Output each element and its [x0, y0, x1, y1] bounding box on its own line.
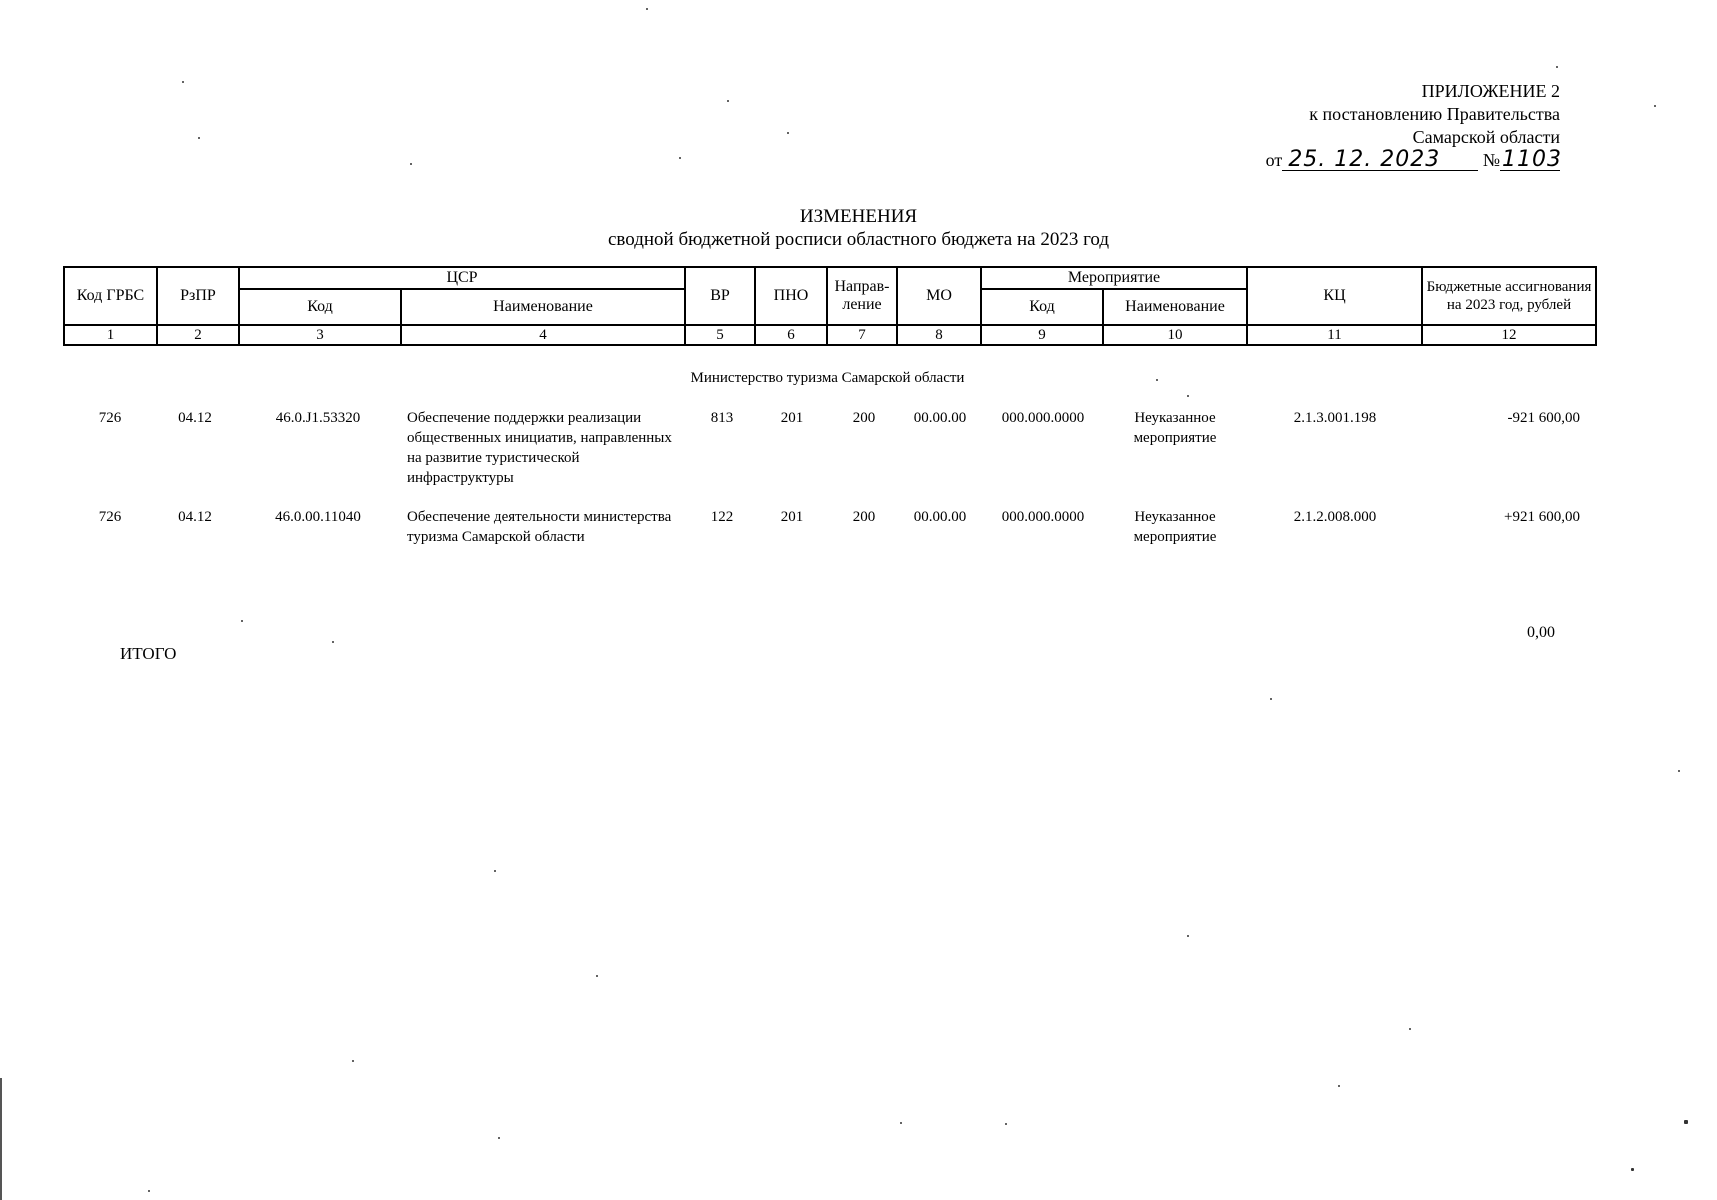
header-pno: ПНО [755, 267, 827, 325]
scan-speck [679, 157, 681, 159]
header-napravlenie: Направ-ление [827, 267, 897, 325]
appendix-region: Самарской области [1412, 127, 1560, 147]
scan-speck [596, 975, 598, 977]
column-number: 9 [981, 325, 1103, 345]
cell-amount: -921 600,00 [1507, 410, 1580, 426]
scan-speck [498, 1137, 500, 1139]
cell-mer-name: Неуказанное мероприятие [1133, 410, 1217, 446]
cell-csr-name: Обеспечение поддержки реализации общественных инициатив, направленных на развитие туристической инфраструктуры [407, 410, 672, 486]
column-number: 5 [685, 325, 755, 345]
handwritten-date: 25. 12. 2023 [1282, 150, 1478, 171]
cell-mer-kod: 000.000.0000 [1001, 509, 1085, 525]
scan-speck [1005, 1123, 1007, 1125]
cell-mer-name: Неуказанное мероприятие [1133, 509, 1217, 545]
header-csr-kod: Код [239, 289, 401, 325]
scan-speck [1684, 1120, 1688, 1124]
cell-csr-kod: 46.0.00.11040 [275, 509, 361, 525]
scan-speck [787, 132, 789, 134]
scan-speck [198, 137, 200, 139]
scan-speck [1270, 698, 1272, 700]
scan-speck [646, 8, 648, 10]
column-number: 6 [755, 325, 827, 345]
header-rzpr: РзПР [157, 267, 239, 325]
cell-kc: 2.1.2.008.000 [1293, 509, 1377, 525]
appendix-block [1180, 80, 1560, 172]
cell-napravlenie: 200 [852, 509, 876, 525]
column-number: 7 [827, 325, 897, 345]
cell-pno: 201 [780, 410, 804, 426]
column-number: 12 [1422, 325, 1596, 345]
scan-speck [1187, 395, 1189, 397]
header-csr-name: Наименование [401, 289, 685, 325]
scan-speck [727, 100, 729, 102]
cell-mo: 00.00.00 [913, 410, 967, 426]
scan-speck [1631, 1168, 1634, 1171]
cell-grbs: 726 [98, 509, 122, 525]
cell-mer-kod: 000.000.0000 [1001, 410, 1085, 426]
column-number: 2 [157, 325, 239, 345]
column-number: 11 [1247, 325, 1422, 345]
cell-rzpr: 04.12 [178, 509, 212, 525]
column-number: 8 [897, 325, 981, 345]
scan-speck [1556, 66, 1558, 68]
appendix-date-line [1180, 149, 1560, 172]
cell-csr-kod: 46.0.J1.53320 [275, 410, 361, 426]
header-mer-name: Наименование [1103, 289, 1247, 325]
header-csr: ЦСР [239, 267, 685, 289]
scan-speck [1156, 379, 1158, 381]
scan-speck [352, 1060, 354, 1062]
scan-speck [494, 870, 496, 872]
header-mo: МО [897, 267, 981, 325]
total-value: 0,00 [1527, 624, 1555, 641]
cell-rzpr: 04.12 [178, 410, 212, 426]
cell-vr: 813 [710, 410, 734, 426]
cell-mo: 00.00.00 [913, 509, 967, 525]
total-label: ИТОГО [120, 644, 177, 663]
scan-speck [1338, 1085, 1340, 1087]
header-mer-kod: Код [981, 289, 1103, 325]
column-number: 10 [1103, 325, 1247, 345]
scan-speck [1654, 105, 1656, 107]
scan-speck [332, 641, 334, 643]
cell-vr: 122 [710, 509, 734, 525]
scan-edge-mark [0, 1078, 2, 1200]
cell-amount: +921 600,00 [1504, 509, 1580, 525]
scan-speck [1678, 770, 1680, 772]
header-meropriyatie: Мероприятие [981, 267, 1247, 289]
scan-speck [900, 1122, 902, 1124]
column-number: 1 [64, 325, 157, 345]
scan-speck [410, 163, 412, 165]
date-prefix: от [1265, 150, 1283, 170]
document-title: ИЗМЕНЕНИЯ [799, 206, 918, 227]
column-number: 3 [239, 325, 401, 345]
scan-speck [1409, 1028, 1411, 1030]
header-vr: ВР [685, 267, 755, 325]
document-subtitle: сводной бюджетной росписи областного бюджета на 2023 год [607, 229, 1110, 250]
scan-speck [182, 81, 184, 83]
number-prefix: № [1482, 150, 1500, 170]
cell-pno: 201 [780, 509, 804, 525]
scan-speck [148, 1190, 150, 1192]
header-budget: Бюджетные ассигнования на 2023 год, рублей [1422, 267, 1596, 325]
cell-csr-name: Обеспечение деятельности министерства туризма Самарской области [407, 509, 672, 545]
column-number: 4 [401, 325, 685, 345]
cell-kc: 2.1.3.001.198 [1293, 410, 1377, 426]
scan-speck [241, 620, 243, 622]
scan-speck [1187, 935, 1189, 937]
department-heading: Министерство туризма Самарской области [690, 370, 965, 386]
cell-napravlenie: 200 [852, 410, 876, 426]
cell-grbs: 726 [98, 410, 122, 426]
handwritten-number: 1103 [1502, 147, 1562, 172]
appendix-title: ПРИЛОЖЕНИЕ 2 [1421, 81, 1560, 101]
appendix-reference: к постановлению Правительства [1309, 104, 1560, 124]
header-table [63, 266, 1597, 346]
header-kod-grbs: Код ГРБС [64, 267, 157, 325]
header-kc: КЦ [1247, 267, 1422, 325]
